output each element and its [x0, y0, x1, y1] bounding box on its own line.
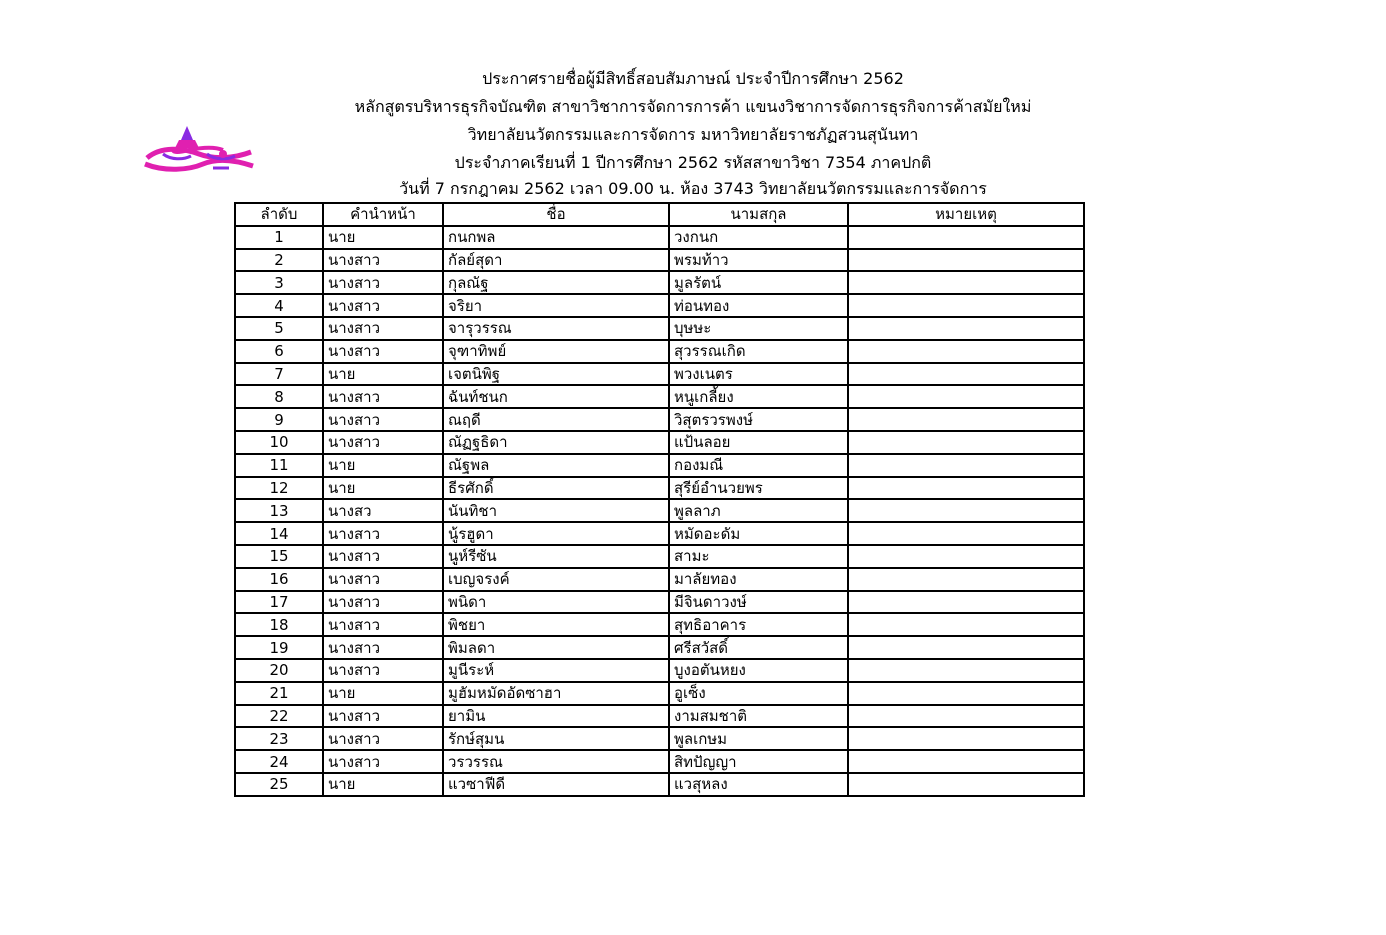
cell-no: 5	[235, 317, 323, 340]
cell-first-name: จุฑาทิพย์	[443, 340, 669, 363]
cell-title: นางสาว	[323, 249, 443, 272]
cell-first-name: ณัฐพล	[443, 454, 669, 477]
column-header-no: ลำดับ	[235, 203, 323, 226]
cell-no: 21	[235, 682, 323, 705]
cell-title: นาย	[323, 454, 443, 477]
cell-note	[848, 636, 1084, 659]
cell-title: นางสาว	[323, 522, 443, 545]
cell-last-name: วงกนก	[669, 226, 848, 249]
cell-last-name: บุษษะ	[669, 317, 848, 340]
cell-note	[848, 249, 1084, 272]
college-line: วิทยาลัยนวัตกรรมและการจัดการ มหาวิทยาลัยราชภัฏสวนสุนันทา	[467, 125, 919, 144]
cell-no: 1	[235, 226, 323, 249]
cell-last-name: แป้นลอย	[669, 431, 848, 454]
cell-no: 12	[235, 477, 323, 500]
cell-note	[848, 454, 1084, 477]
cell-note	[848, 271, 1084, 294]
table-row	[235, 340, 1084, 363]
cell-no: 18	[235, 613, 323, 636]
cell-first-name: พิมลดา	[443, 636, 669, 659]
cell-first-name: นันทิชา	[443, 499, 669, 522]
cell-title: นางสว	[323, 499, 443, 522]
cell-first-name: มูฮัมหมัดอัดซาฮา	[443, 682, 669, 705]
cell-last-name: อูเซ็ง	[669, 682, 848, 705]
cell-last-name: หนูเกลี้ยง	[669, 385, 848, 408]
cell-no: 8	[235, 385, 323, 408]
table-row	[235, 499, 1084, 522]
cell-last-name: สุวรรณเกิด	[669, 340, 848, 363]
cell-no: 24	[235, 750, 323, 773]
cell-note	[848, 317, 1084, 340]
semester-line: ประจำภาคเรียนที่ 1 ปีการศึกษา 2562 รหัสสาขาวิชา 7354 ภาคปกติ	[454, 153, 932, 172]
cell-no: 25	[235, 773, 323, 796]
cell-last-name: มูลรัตน์	[669, 271, 848, 294]
cell-last-name: ท่อนทอง	[669, 294, 848, 317]
cell-last-name: สุรีย์อำนวยพร	[669, 477, 848, 500]
cell-note	[848, 226, 1084, 249]
cell-no: 15	[235, 545, 323, 568]
cell-first-name: กัลย์สุดา	[443, 249, 669, 272]
university-logo-icon	[143, 124, 255, 174]
cell-last-name: สุทธิอาคาร	[669, 613, 848, 636]
cell-last-name: พวงเนตร	[669, 363, 848, 386]
column-header-title: คำนำหน้า	[323, 203, 443, 226]
cell-title: นางสาว	[323, 727, 443, 750]
table-row	[235, 613, 1084, 636]
cell-title: นางสาว	[323, 591, 443, 614]
cell-title: นางสาว	[323, 568, 443, 591]
cell-note	[848, 613, 1084, 636]
table-row	[235, 659, 1084, 682]
cell-title: นางสาว	[323, 385, 443, 408]
cell-note	[848, 363, 1084, 386]
column-header-note: หมายเหตุ	[848, 203, 1084, 226]
cell-last-name: หมัดอะดัม	[669, 522, 848, 545]
cell-last-name: มาลัยทอง	[669, 568, 848, 591]
table-row	[235, 408, 1084, 431]
cell-no: 7	[235, 363, 323, 386]
cell-note	[848, 477, 1084, 500]
cell-last-name: ศรีสวัสดิ์	[669, 636, 848, 659]
cell-note	[848, 750, 1084, 773]
cell-title: นางสาว	[323, 705, 443, 728]
cell-first-name: จริยา	[443, 294, 669, 317]
table-row	[235, 271, 1084, 294]
cell-no: 10	[235, 431, 323, 454]
cell-first-name: แวซาฟีดี	[443, 773, 669, 796]
cell-first-name: พนิดา	[443, 591, 669, 614]
cell-no: 17	[235, 591, 323, 614]
cell-title: นาย	[323, 363, 443, 386]
cell-title: นาย	[323, 682, 443, 705]
cell-note	[848, 727, 1084, 750]
cell-first-name: จารุวรรณ	[443, 317, 669, 340]
cell-first-name: นู้รฮูดา	[443, 522, 669, 545]
cell-note	[848, 545, 1084, 568]
cell-last-name: มีจินดาวงษ์	[669, 591, 848, 614]
cell-first-name: ณัฏฐธิดา	[443, 431, 669, 454]
cell-last-name: สามะ	[669, 545, 848, 568]
table-row	[235, 226, 1084, 249]
cell-note	[848, 431, 1084, 454]
cell-first-name: เจตนิพิฐ	[443, 363, 669, 386]
cell-note	[848, 659, 1084, 682]
table-row	[235, 682, 1084, 705]
cell-no: 16	[235, 568, 323, 591]
cell-title: นาย	[323, 226, 443, 249]
cell-note	[848, 705, 1084, 728]
cell-note	[848, 522, 1084, 545]
cell-note	[848, 340, 1084, 363]
cell-no: 3	[235, 271, 323, 294]
cell-note	[848, 591, 1084, 614]
cell-last-name: งามสมชาติ	[669, 705, 848, 728]
cell-note	[848, 385, 1084, 408]
table-row	[235, 477, 1084, 500]
cell-first-name: วรวรรณ	[443, 750, 669, 773]
table-row	[235, 249, 1084, 272]
cell-first-name: ธีรศักดิ์	[443, 477, 669, 500]
table-row	[235, 727, 1084, 750]
cell-no: 6	[235, 340, 323, 363]
cell-last-name: กองมณี	[669, 454, 848, 477]
cell-note	[848, 568, 1084, 591]
cell-title: นางสาว	[323, 613, 443, 636]
table-row	[235, 773, 1084, 796]
cell-last-name: พรมท้าว	[669, 249, 848, 272]
table-row	[235, 363, 1084, 386]
cell-no: 2	[235, 249, 323, 272]
program-line: หลักสูตรบริหารธุรกิจบัณฑิต สาขาวิชาการจัดการการค้า แขนงวิชาการจัดการธุรกิจการค้าสมัยใหม่	[354, 97, 1032, 116]
cell-note	[848, 294, 1084, 317]
cell-first-name: พิชยา	[443, 613, 669, 636]
table-row	[235, 522, 1084, 545]
cell-last-name: วิสุตรวรพงษ์	[669, 408, 848, 431]
cell-no: 23	[235, 727, 323, 750]
cell-last-name: พูลเกษม	[669, 727, 848, 750]
cell-first-name: มูนีระห์	[443, 659, 669, 682]
cell-title: นางสาว	[323, 750, 443, 773]
cell-no: 4	[235, 294, 323, 317]
cell-first-name: ยามิน	[443, 705, 669, 728]
table-row	[235, 545, 1084, 568]
cell-no: 22	[235, 705, 323, 728]
cell-note	[848, 682, 1084, 705]
cell-first-name: ณฤดี	[443, 408, 669, 431]
table-row	[235, 591, 1084, 614]
cell-title: นางสาว	[323, 408, 443, 431]
cell-note	[848, 499, 1084, 522]
cell-last-name: แวสุหลง	[669, 773, 848, 796]
cell-first-name: รักษ์สุมน	[443, 727, 669, 750]
cell-no: 13	[235, 499, 323, 522]
cell-note	[848, 773, 1084, 796]
cell-title: นางสาว	[323, 431, 443, 454]
cell-no: 19	[235, 636, 323, 659]
cell-title: นางสาว	[323, 340, 443, 363]
cell-no: 11	[235, 454, 323, 477]
announcement-title: ประกาศรายชื่อผู้มีสิทธิ์สอบสัมภาษณ์ ประจำปีการศึกษา 2562	[482, 69, 904, 88]
cell-no: 9	[235, 408, 323, 431]
cell-title: นางสาว	[323, 659, 443, 682]
table-row	[235, 317, 1084, 340]
candidate-table	[234, 202, 1085, 797]
cell-title: นางสาว	[323, 636, 443, 659]
cell-title: นาย	[323, 773, 443, 796]
cell-no: 14	[235, 522, 323, 545]
table-header-row	[235, 203, 1084, 226]
table-body	[235, 226, 1084, 796]
cell-title: นางสาว	[323, 271, 443, 294]
table-row	[235, 385, 1084, 408]
cell-title: นางสาว	[323, 294, 443, 317]
table-row	[235, 294, 1084, 317]
cell-note	[848, 408, 1084, 431]
table-row	[235, 636, 1084, 659]
cell-last-name: พูลลาภ	[669, 499, 848, 522]
table-row	[235, 431, 1084, 454]
column-header-last-name: นามสกุล	[669, 203, 848, 226]
cell-first-name: กุลณัฐ	[443, 271, 669, 294]
table-row	[235, 705, 1084, 728]
cell-title: นางสาว	[323, 317, 443, 340]
column-header-first-name: ชื่อ	[443, 203, 669, 226]
cell-first-name: เบญจรงค์	[443, 568, 669, 591]
cell-last-name: บูงอตันหยง	[669, 659, 848, 682]
cell-first-name: กนกพล	[443, 226, 669, 249]
table-row	[235, 750, 1084, 773]
table-row	[235, 454, 1084, 477]
cell-first-name: นูห์รีซัน	[443, 545, 669, 568]
cell-title: นางสาว	[323, 545, 443, 568]
cell-first-name: ฉันท์ชนก	[443, 385, 669, 408]
cell-title: นาย	[323, 477, 443, 500]
cell-last-name: สิทปัญญา	[669, 750, 848, 773]
table-row	[235, 568, 1084, 591]
schedule-line: วันที่ 7 กรกฎาคม 2562 เวลา 09.00 น. ห้อง 3743 วิทยาลัยนวัตกรรมและการจัดการ	[399, 179, 987, 198]
cell-no: 20	[235, 659, 323, 682]
